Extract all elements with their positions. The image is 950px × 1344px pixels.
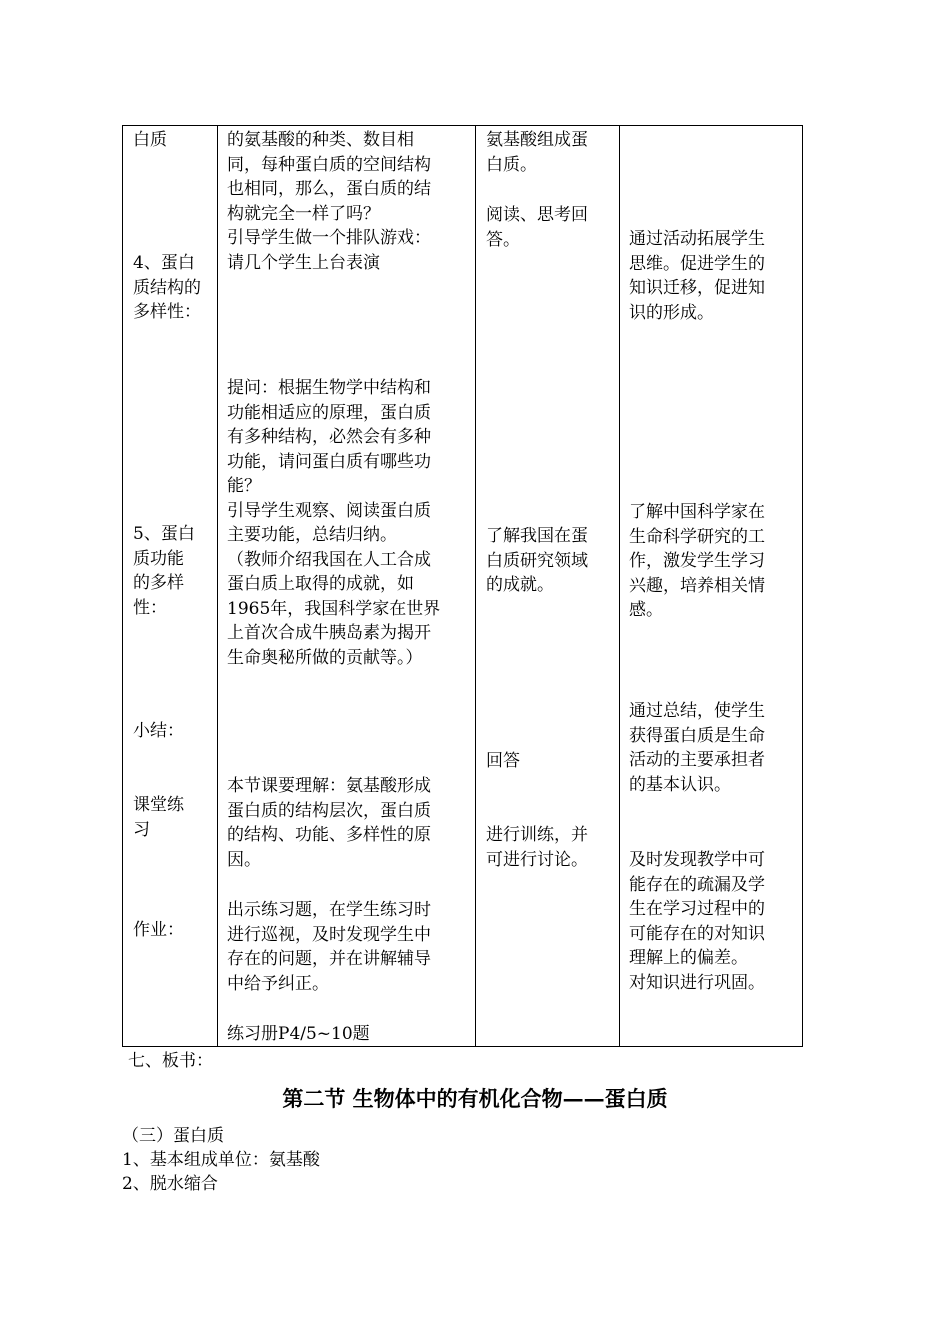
table-divider: [217, 126, 218, 1046]
intent-text: 通过活动拓展学生 思维。促进学生的 知识迁移，促进知 识的形成。: [629, 229, 765, 323]
table-divider: [475, 126, 476, 1046]
board-line: 1、基本组成单位：氨基酸: [122, 1150, 320, 1170]
student-text: 进行训练，并 可进行讨论。: [486, 825, 588, 870]
board-label: 七、板书：: [128, 1051, 213, 1071]
board-line: （三）蛋白质: [122, 1126, 224, 1146]
teacher-text: 练习册P4/5~10题: [227, 1024, 370, 1044]
student-text: 氨基酸组成蛋 白质。: [486, 130, 588, 175]
intent-text: 了解中国科学家在 生命科学研究的工 作，激发学生学习 兴趣，培养相关情 感。: [629, 502, 765, 620]
teacher-column: [227, 126, 475, 1046]
teacher-text: 提问：根据生物学中结构和 功能相适应的原理，蛋白质 有多种结构，必然会有多种 功能，请问蛋白质有哪些功 能？ 引导学生观察、阅读蛋白质 主要功能，总结归纳。 （教师介绍我国在人工合成 蛋白质上取得的成就，如 1965年，我国科学家在世界 上首次合成牛胰岛素为揭开 生命奥秘所做的贡献等。）: [227, 378, 441, 668]
stage-column: [133, 126, 217, 1046]
student-text: 了解我国在蛋 白质研究领域 的成就。: [486, 526, 588, 595]
intent-text: 及时发现教学中可 能存在的疏漏及学 生在学习过程中的 可能存在的对知识 理解上的偏差。 对知识进行巩固。: [629, 850, 765, 993]
student-text: 回答: [486, 751, 520, 771]
stage-text: 5、蛋白 质功能 的多样 性：: [133, 524, 195, 618]
board-heading: 第二节 生物体中的有机化合物——蛋白质: [282, 1086, 668, 1111]
teacher-text: 的氨基酸的种类、数目相 同，每种蛋白质的空间结构 也相同，那么，蛋白质的结 构就完全一样了吗？ 引导学生做一个排队游戏： 请几个学生上台表演: [227, 130, 431, 273]
intent-column: [629, 126, 799, 1046]
student-column: [486, 126, 619, 1046]
teacher-text: 本节课要理解：氨基酸形成 蛋白质的结构层次，蛋白质 的结构、功能、多样性的原 因。: [227, 776, 431, 870]
teacher-text: 出示练习题，在学生练习时 进行巡视，及时发现学生中 存在的问题，并在讲解辅导 中给予纠正。: [227, 900, 431, 994]
stage-text: 课堂练 习: [133, 795, 184, 840]
board-line: 2、脱水缩合: [122, 1174, 218, 1194]
intent-text: 通过总结，使学生 获得蛋白质是生命 活动的主要承担者 的基本认识。: [629, 701, 765, 795]
stage-text: 小结：: [133, 721, 184, 741]
student-text: 阅读、思考回 答。: [486, 205, 588, 250]
table-divider: [619, 126, 620, 1046]
stage-text: 4、蛋白 质结构的 多样性：: [133, 253, 201, 322]
stage-text: 作业：: [133, 920, 184, 940]
stage-text: 白质: [133, 130, 167, 150]
lesson-table: [122, 125, 803, 1047]
